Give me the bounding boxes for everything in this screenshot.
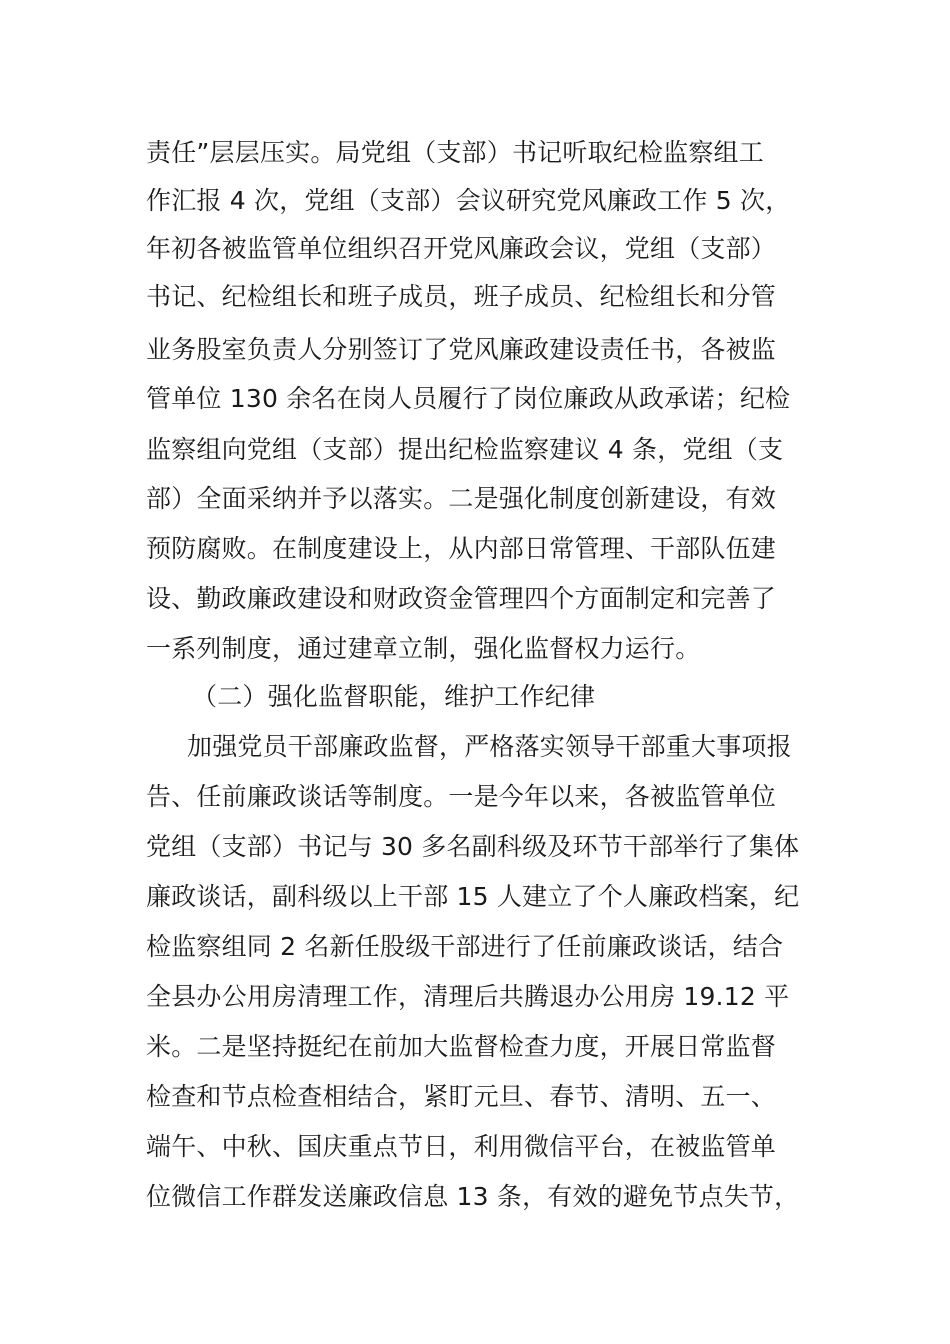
text-line: 一系列制度，通过建章立制，强化监督权力运行。 [146, 634, 701, 663]
text-line: 预防腐败。在制度建设上，从内部日常管理、干部队伍建 [146, 534, 777, 563]
text-line: 管单位 130 余名在岗人员履行了岗位廉政从政承诺；纪检 [146, 384, 791, 413]
text-line: 监察组向党组（支部）提出纪检监察建议 4 条，党组（支 [146, 435, 784, 464]
text-line: 年初各被监管单位组织召开党风廉政会议，党组（支部） [146, 234, 777, 263]
section-heading: （二）强化监督职能，维护工作纪律 [192, 682, 596, 711]
text-line: 廉政谈话，副科级以上干部 15 人建立了个人廉政档案，纪 [146, 882, 800, 911]
text-line: 党组（支部）书记与 30 多名副科级及环节干部举行了集体 [146, 832, 800, 861]
text-line: 设、勤政廉政建设和财政资金管理四个方面制定和完善了 [146, 584, 777, 613]
text-line: 米。二是坚持挺纪在前加大监督检查力度，开展日常监督 [146, 1032, 777, 1061]
text-line: 全县办公用房清理工作，清理后共腾退办公用房 19.12 平 [146, 982, 790, 1011]
text-line: 书记、纪检组长和班子成员，班子成员、纪检组长和分管 [146, 282, 777, 311]
text-line: 端午、中秋、国庆重点节日，利用微信平台，在被监管单 [146, 1132, 777, 1161]
text-line: 告、任前廉政谈话等制度。一是今年以来，各被监管单位 [146, 782, 777, 811]
text-line: 加强党员干部廉政监督，严格落实领导干部重大事项报 [187, 732, 792, 761]
text-line: 位微信工作群发送廉政信息 13 条，有效的避免节点失节， [146, 1182, 800, 1211]
text-line: 作汇报 4 次，党组（支部）会议研究党风廉政工作 5 次， [146, 186, 791, 215]
text-line: 部）全面采纳并予以落实。二是强化制度创新建设，有效 [146, 484, 777, 513]
text-line: 检查和节点检查相结合，紧盯元旦、春节、清明、五一、 [146, 1082, 777, 1111]
text-line: 责任”层层压实。局党组（支部）书记听取纪检监察组工 [146, 138, 764, 167]
text-line: 检监察组同 2 名新任股级干部进行了任前廉政谈话，结合 [146, 932, 784, 961]
text-line: 业务股室负责人分别签订了党风廉政建设责任书，各被监 [146, 335, 777, 364]
